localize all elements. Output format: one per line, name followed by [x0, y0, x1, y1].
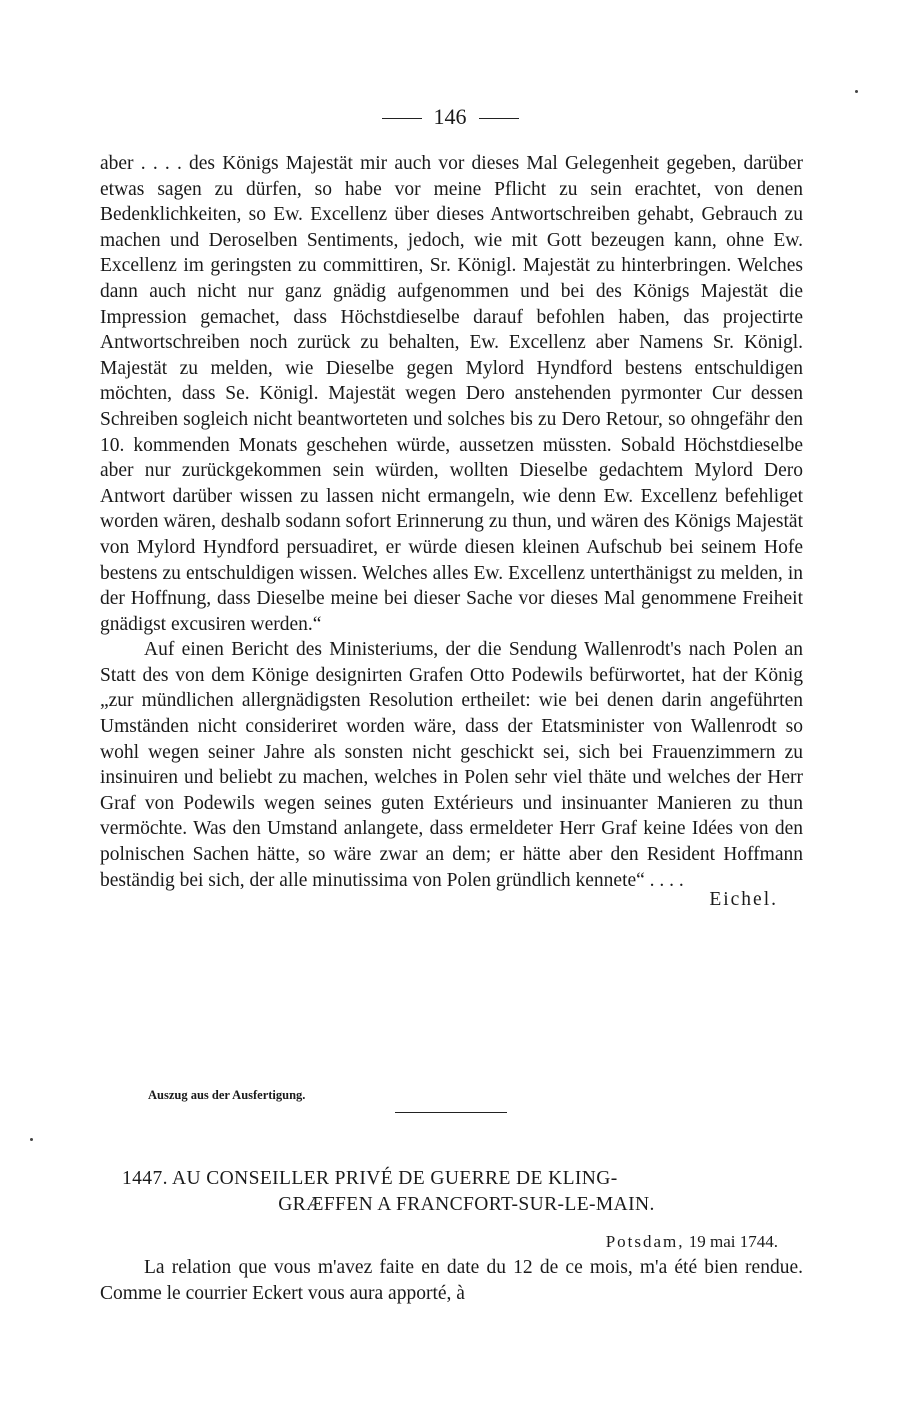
- letter-body: [100, 1255, 803, 1307]
- dateline-date: 19 mai 1744.: [688, 1232, 778, 1251]
- paragraph-2: Auf einen Bericht des Ministeriums, der die Sendung Wallenrodt's nach Polen an Statt des von dem Könige designirten Grafen Otto Podewils befürwortet, hat der König „zur mündlichen allergnädigsten Resolution ertheilet: wie bei denen darin angeführten Umständen nicht consideriret worden wäre, dass der Etatsminister von Wallenrodt so wohl wegen seiner Jahre als sonsten nicht geschickt sei, sich bei Frauenzimmern zu insinuiren und beliebt zu machen, welches in Polen sehr viel thäte und welches der Herr Graf von Podewils wegen seines guten Extérieurs und insinuanter Manieren zu thun vermöchte. Was den Umstand anlangete, dass ermeldeter Herr Graf keine Idées von den polnischen Sachen hätte, so wäre zwar an dem; er hätte aber den Resident Hoffmann beständig bei sich, der alle minutissima von Polen gründlich kennete“ . . . .: [100, 639, 803, 891]
- document-heading: [100, 1166, 803, 1218]
- signature-row: [100, 889, 803, 919]
- speck-mark: [30, 1138, 33, 1141]
- letter-paragraph: La relation que vous m'avez faite en date du 12 de ce mois, m'a été bien rendue. Comme le courrier Eckert vous aura apporté, à: [100, 1257, 803, 1304]
- dateline: [606, 1232, 778, 1252]
- signature: Eichel.: [709, 889, 778, 911]
- page-header: [0, 104, 900, 130]
- page-number: 146: [433, 104, 467, 129]
- main-text: [100, 151, 803, 919]
- heading-line-1: [100, 1166, 803, 1192]
- speck-mark: [855, 90, 858, 93]
- section-divider: [395, 1112, 507, 1113]
- dateline-place: Potsdam,: [605, 1232, 685, 1251]
- source-note: Auszug aus der Ausfertigung.: [148, 1088, 306, 1102]
- paragraph-1: aber . . . . des Königs Majestät mir auch vor dieses Mal Gelegenheit gegeben, darüber etwas sagen zu dürfen, so habe vor meine Pflicht zu sein erachtet, von denen Bedenklichkeiten, so Ew. Excellenz über dieses Antwortschreiben gehabt, Gebrauch zu machen und Deroselben Sentiments, jedoch, wie mit Gott bezeugen kann, ohne Ew. Excellenz im geringsten zu committiren, Sr. Königl. Majestät zu hinterbringen. Welches dann auch nicht nur ganz gnädig aufgenommen und bei des Königs Majestät die Impression gemachet, dass Höchstdieselbe darauf befohlen haben, das projectirte Antwortschreiben noch zurück zu behalten, Ew. Excellenz aber Namens Sr. Königl. Majestät zu melden, wie Dieselbe gegen Mylord Hyndford bestens entschuldigen möchten, dass Se. Königl. Majestät wegen Dero anstehenden pyrmonter Cur dessen Schreiben sogleich nicht beantworteten und solches bis zu Dero Retour, so ohngefähr den 10. kommenden Monats geschehen würde, aussetzen müssten. Sobald Höchstdieselbe aber nur zurückgekommen sein würden, wollten Dieselbe gedachtem Mylord Dero Antwort darüber wissen zu lassen nicht ermangeln, wie denn Ew. Excellenz befehliget worden wären, deshalb sodann sofort Erinnerung zu thun, und wären des Königs Majestät von Mylord Hyndford persuadiret, er würde diesen kleinen Aufschub bei seinem Hofe bestens zu entschuldigen wissen. Welches alles Ew. Excellenz unterthänigst zu melden, in der Hoffnung, dass Dieselbe meine bei dieser Sache vor dieses Mal genommene Freiheit gnädigst excusiren werden.“: [100, 153, 803, 635]
- header-dash-left: [382, 118, 422, 119]
- heading-text-1: AU CONSEILLER PRIVÉ DE GUERRE DE KLING-: [172, 1168, 618, 1189]
- document-number: 1447.: [122, 1168, 168, 1189]
- heading-line-2: GRÆFFEN A FRANCFORT-SUR-LE-MAIN.: [278, 1194, 655, 1215]
- header-dash-right: [479, 118, 519, 119]
